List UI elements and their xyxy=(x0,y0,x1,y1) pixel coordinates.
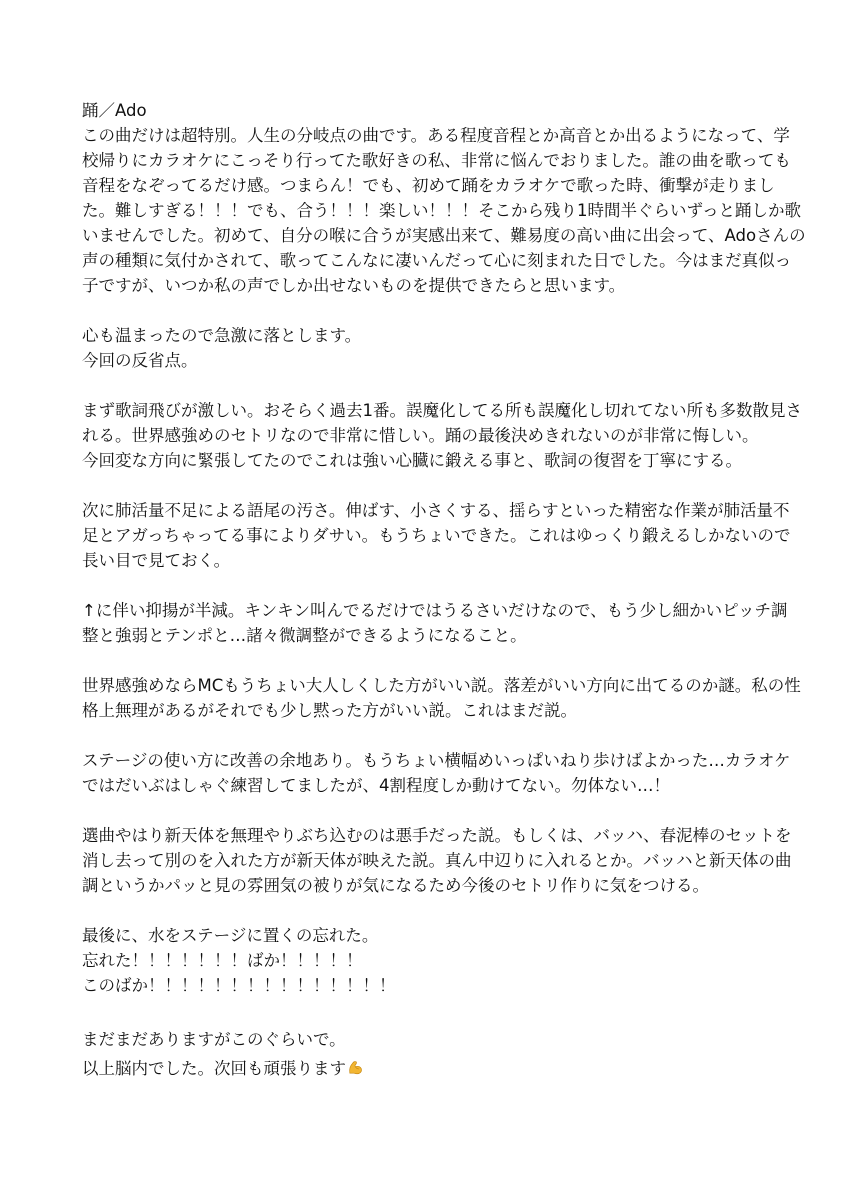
reflection-water xyxy=(82,923,772,998)
paragraph-gap xyxy=(82,573,772,598)
paragraph-line: まだまだありますがこのぐらいで。 xyxy=(82,1030,346,1049)
section-heading: 今回の反省点。 xyxy=(82,351,198,370)
paragraph-line: 世界感強めならMCもうちょい大人しくした方がいい説。落差がいい方向に出てるのか謎。私の性 xyxy=(82,676,801,695)
paragraph-line: 消し去って別のを入れた方が新天体が映えた説。真ん中辺りに入れるとか。バッハと新天体の曲 xyxy=(82,851,792,870)
paragraph-line: 心も温まったので急激に落とします。 xyxy=(82,326,362,345)
paragraph-line: ステージの使い方に改善の余地あり。もうちょい横幅めいっぱいねり歩けばよかった…カラオケ xyxy=(82,751,791,770)
intro-paragraph xyxy=(82,123,806,298)
paragraph-gap xyxy=(82,473,772,498)
paragraph-line: 長い目で見ておく。 xyxy=(82,551,231,570)
reflection-dynamics xyxy=(82,598,788,648)
paragraph-line: 足とアガっちゃってる事によりダサい。もうちょいできた。これはゆっくり鍛えるしかないので xyxy=(82,526,791,545)
reflection-stage xyxy=(82,748,791,798)
paragraph-line: 整と強弱とテンポと…諸々微調整ができるようになること。 xyxy=(82,626,527,645)
document-body xyxy=(82,98,806,1081)
document-title: 踊／Ado xyxy=(82,101,147,120)
paragraph-gap xyxy=(82,723,772,748)
reflection-lyrics xyxy=(82,398,802,473)
paragraph-gap xyxy=(82,648,772,673)
paragraph-line: た。難しすぎる！！！でも、合う！！！楽しい！！！そこから残り1時間半ぐらいずっと踊しか歌 xyxy=(82,201,802,220)
paragraph-line: 最後に、水をステージに置くの忘れた。 xyxy=(82,926,379,945)
paragraph-line: 次に肺活量不足による語尾の汚さ。伸ばす、小さくする、揺らすといった精密な作業が肺活量不 xyxy=(82,501,790,520)
paragraph-line: ↑に伴い抑揚が半減。キンキン叫んでるだけではうるさいだけなので、もう少し細かいピッチ調 xyxy=(82,601,788,620)
paragraph-line: いませんでした。初めて、自分の喉に合うが実感出来て、難易度の高い曲に出会って、Adoさんの xyxy=(82,226,806,245)
paragraph-line: この曲だけは超特別。人生の分岐点の曲です。ある程度音程とか高音とか出るようになって、学 xyxy=(82,126,790,145)
reflection-setlist xyxy=(82,823,792,898)
paragraph-line: 音程をなぞってるだけ感。つまらん！でも、初めて踊をカラオケで歌った時、衝撃が走りまし xyxy=(82,176,775,195)
paragraph-gap xyxy=(82,373,772,398)
paragraph-line: 格上無理があるがそれでも少し黙った方がいい説。これはまだ説。 xyxy=(82,701,577,720)
paragraph-line: ではだいぶはしゃぐ練習してましたが、4割程度しか動けてない。勿体ない…！ xyxy=(82,776,670,795)
transition-paragraph xyxy=(82,323,772,373)
flexed-biceps-icon xyxy=(347,1058,364,1075)
reflection-mc xyxy=(82,673,801,723)
paragraph-line: このばか！！！！！！！！！！！！！！！ xyxy=(82,976,396,995)
closing-line xyxy=(82,1056,772,1081)
reflection-breath xyxy=(82,498,791,573)
paragraph-line: まず歌詞飛びが激しい。おそらく過去1番。誤魔化してる所も誤魔化し切れてない所も多数散見さ xyxy=(82,401,802,420)
paragraph-line: 選曲やはり新天体を無理やりぶち込むのは悪手だった説。もしくは、バッハ、春泥棒のセットを xyxy=(82,826,792,845)
closing-text: 以上脳内でした。次回も頑張ります xyxy=(82,1059,346,1078)
paragraph-gap xyxy=(82,998,772,1023)
paragraph-gap xyxy=(82,898,772,923)
paragraph-gap xyxy=(82,798,772,823)
paragraph-line: 校帰りにカラオケにこっそり行ってた歌好きの私、非常に悩んでおりました。誰の曲を歌っても xyxy=(82,151,791,170)
paragraph-line: 忘れた！！！！！！！ばか！！！！！ xyxy=(82,951,363,970)
paragraph-gap xyxy=(82,298,772,323)
paragraph-line: 今回変な方向に緊張してたのでこれは強い心臓に鍛える事と、歌詞の復習を丁寧にする。 xyxy=(82,451,742,470)
paragraph-line: れる。世界感強めのセトリなので非常に惜しい。踊の最後決めきれないのが非常に悔しい。 xyxy=(82,426,759,445)
closing-paragraph xyxy=(82,1027,772,1081)
paragraph-line: 調というかパッと見の雰囲気の被りが気になるため今後のセトリ作りに気をつける。 xyxy=(82,876,709,895)
paragraph-line: 声の種類に気付かされて、歌ってこんなに凄いんだって心に刻まれた日でした。今はまだ真似っ xyxy=(82,251,792,270)
paragraph-line: 子ですが、いつか私の声でしか出せないものを提供できたらと思います。 xyxy=(82,276,626,295)
